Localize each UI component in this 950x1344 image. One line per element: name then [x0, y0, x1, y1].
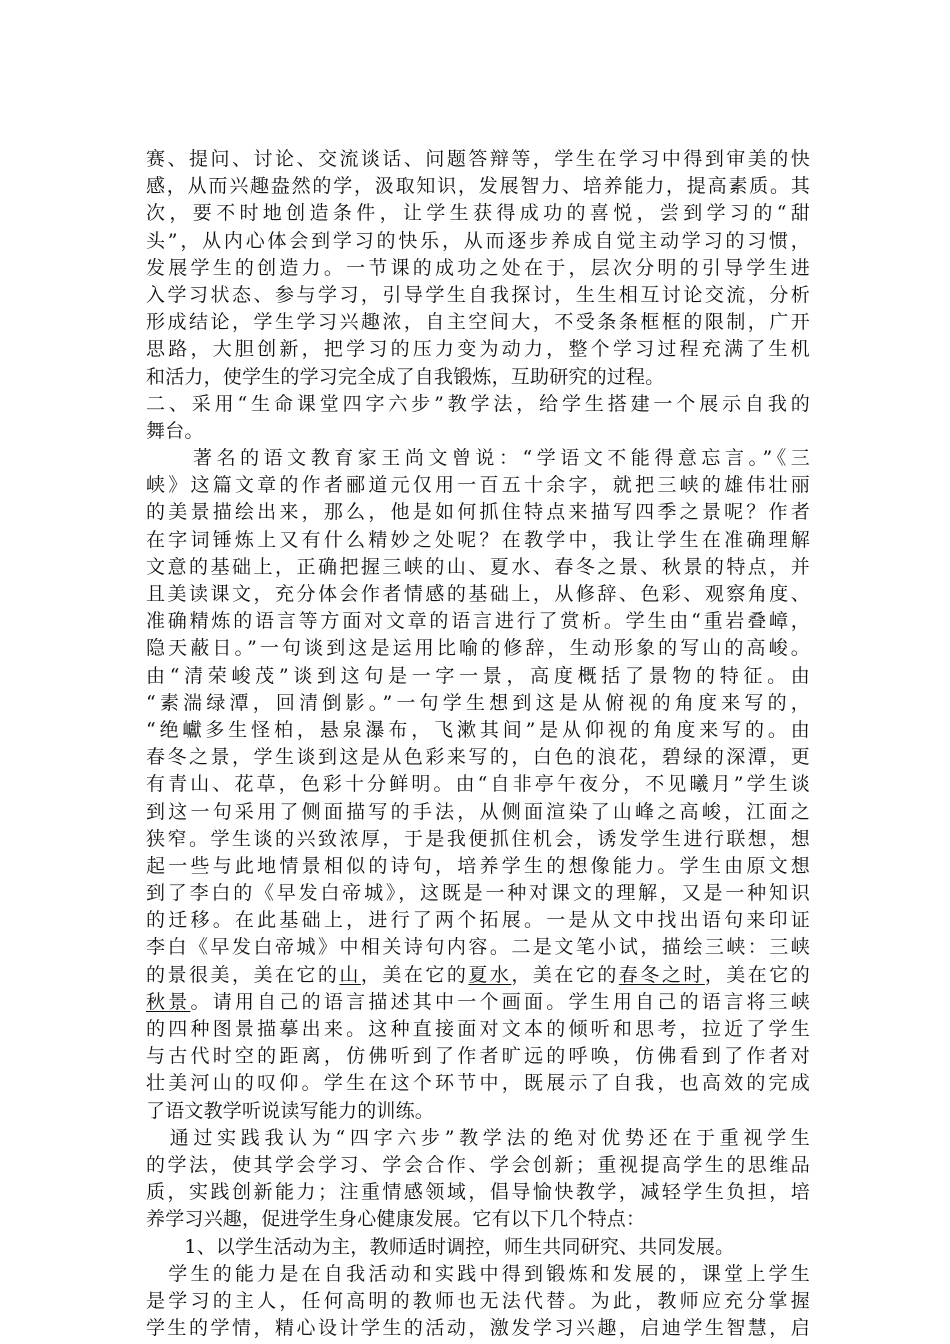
- text-line: 发展学生的创造力。一节课的成功之处在于，层次分明的引导学生进: [146, 256, 810, 279]
- text-line: 的学法，使其学会学习、学会合作、学会创新；重视提高学生的思维品: [146, 1153, 810, 1176]
- text-line: 的美景描绘出来，那么，他是如何抓住特点来描写四季之景呢？作者: [146, 501, 810, 524]
- text-line: 是学习的主人，任何高明的教师也无法代替。为此，教师应充分掌握: [146, 1289, 810, 1312]
- text-line: 养学习兴趣，促进学生身心健康发展。它有以下几个特点：: [146, 1208, 646, 1231]
- text-line: 由“清荣峻茂”谈到这句是一字一景，高度概括了景物的特征。由: [146, 664, 810, 687]
- text-line: 且美读课文，充分体会作者情感的基础上，从修辞、色彩、观察角度、: [146, 583, 810, 605]
- list-item-heading: 1、以学生活动为主，教师适时调控，师生共同研究、共同发展。: [146, 1235, 735, 1258]
- text-line: 李白《早发白帝城》中相关诗句内容。二是文笔小试，描绘三峡：三峡: [146, 936, 810, 959]
- text-line: 春冬之景，学生谈到这是从色彩来写的，白色的浪花，碧绿的深潭，更: [146, 746, 810, 769]
- underlined-term: 夏水: [468, 963, 512, 986]
- text-line-with-underlines: [146, 989, 810, 1016]
- text-line: 学生的能力是在自我活动和实践中得到锻炼和发展的，课堂上学生: [146, 1262, 810, 1285]
- text-line: 和活力，使学生的学习完全成了自我锻炼，互助研究的过程。: [146, 365, 665, 388]
- text-line: 峡》这篇文章的作者郦道元仅用一百五十余字，就把三峡的雄伟壮丽: [146, 474, 810, 497]
- text-line: 的迁移。在此基础上，进行了两个拓展。一是从文中找出语句来印证: [146, 909, 810, 932]
- underlined-term: 秋景: [146, 990, 191, 1013]
- text-line: 头”，从内心体会到学习的快乐，从而逐步养成自觉主动学习的习惯，: [146, 229, 810, 252]
- section-heading-line: 舞台。: [146, 419, 204, 442]
- document-body: [146, 146, 810, 1342]
- text-line: 著名的语文教育家王尚文曾说：“学语文不能得意忘言。”《三: [146, 447, 810, 470]
- text-line: 狭窄。学生谈的兴致浓厚，于是我便抓住机会，诱发学生进行联想，想: [146, 827, 810, 850]
- text-line: 起一些与此地情景相似的诗句，培养学生的想像能力。学生由原文想: [146, 854, 810, 877]
- text-line: 形成结论，学生学习兴趣浓，自主空间大，不受条条框框的限制，广开: [146, 311, 810, 334]
- text-line: 隐天蔽日。”一句谈到这是运用比喻的修辞，生动形象的写山的高峻。: [146, 637, 810, 660]
- underlined-term: 春冬之时: [618, 963, 705, 986]
- text-line: 感，从而兴趣盎然的学，汲取知识，发展智力、培养能力，提高素质。其: [146, 175, 810, 198]
- text-line: “绝巘多生怪柏，悬泉瀑布，飞漱其间”是从仰视的角度来写的。由: [146, 718, 810, 741]
- text-line: 壮美河山的叹仰。学生在这个环节中，既展示了自我，也高效的完成: [146, 1072, 810, 1095]
- text-line-with-underlines: [146, 962, 810, 989]
- text-line: 入学习状态、参与学习，引导学生自我探讨，生生相互讨论交流，分析: [146, 283, 810, 306]
- text-line: 文意的基础上，正确把握三峡的山、夏水、春冬之景、秋景的特点，并: [146, 555, 810, 578]
- text-line: 在字词锤炼上又有什么精妙之处呢？在教学中，我让学生在准确理解: [146, 528, 810, 551]
- text-line: 通过实践我认为“四字六步”教学法的绝对优势还在于重视学生: [146, 1126, 810, 1149]
- text-line: 赛、提问、讨论、交流谈话、问题答辩等，学生在学习中得到审美的快: [146, 148, 810, 170]
- text-segment: ，美在它的: [360, 963, 469, 986]
- text-line: 的四种图景描摹出来。这种直接面对文本的倾听和思考，拉近了学生: [146, 1018, 810, 1040]
- text-line: 学生的学情，精心设计学生的活动，激发学习兴趣，启迪学生智慧，启: [146, 1317, 810, 1340]
- underlined-term: 山: [339, 963, 361, 986]
- text-segment: 。请用自己的语言描述其中一个画面。学生用自己的语言将三峡: [190, 990, 810, 1013]
- text-line: 次，要不时地创造条件，让学生获得成功的喜悦，尝到学习的“甜: [146, 202, 810, 225]
- text-line: 思路，大胆创新，把学习的压力变为动力，整个学习过程充满了生机: [146, 338, 810, 361]
- text-segment: ，美在它的: [511, 963, 619, 986]
- text-line: 质，实践创新能力；注重情感领域，倡导愉快教学，减轻学生负担，培: [146, 1181, 810, 1204]
- text-segment: 的景很美，美在它的: [146, 963, 340, 986]
- text-line: 了语文教学听说读写能力的训练。: [146, 1099, 435, 1122]
- text-line: 与古代时空的距离，仿佛听到了作者旷远的呼唤，仿佛看到了作者对: [146, 1045, 810, 1068]
- text-line: 到了李白的《早发白帝城》，这既是一种对课文的理解，又是一种知识: [146, 882, 810, 905]
- text-line: 准确精炼的语言等方面对文章的语言进行了赏析。学生由“重岩叠嶂，: [146, 610, 810, 633]
- text-line: “素湍绿潭，回清倒影。”一句学生想到这是从俯视的角度来写的，: [146, 691, 810, 714]
- text-line: 有青山、花草，色彩十分鲜明。由“自非亭午夜分，不见曦月”学生谈: [146, 773, 810, 796]
- text-line: 到这一句采用了侧面描写的手法，从侧面渲染了山峰之高峻，江面之: [146, 800, 810, 823]
- text-segment: ，美在它的: [704, 963, 810, 986]
- section-heading-line: 二、采用“生命课堂四字六步”教学法，给学生搭建一个展示自我的: [146, 392, 810, 415]
